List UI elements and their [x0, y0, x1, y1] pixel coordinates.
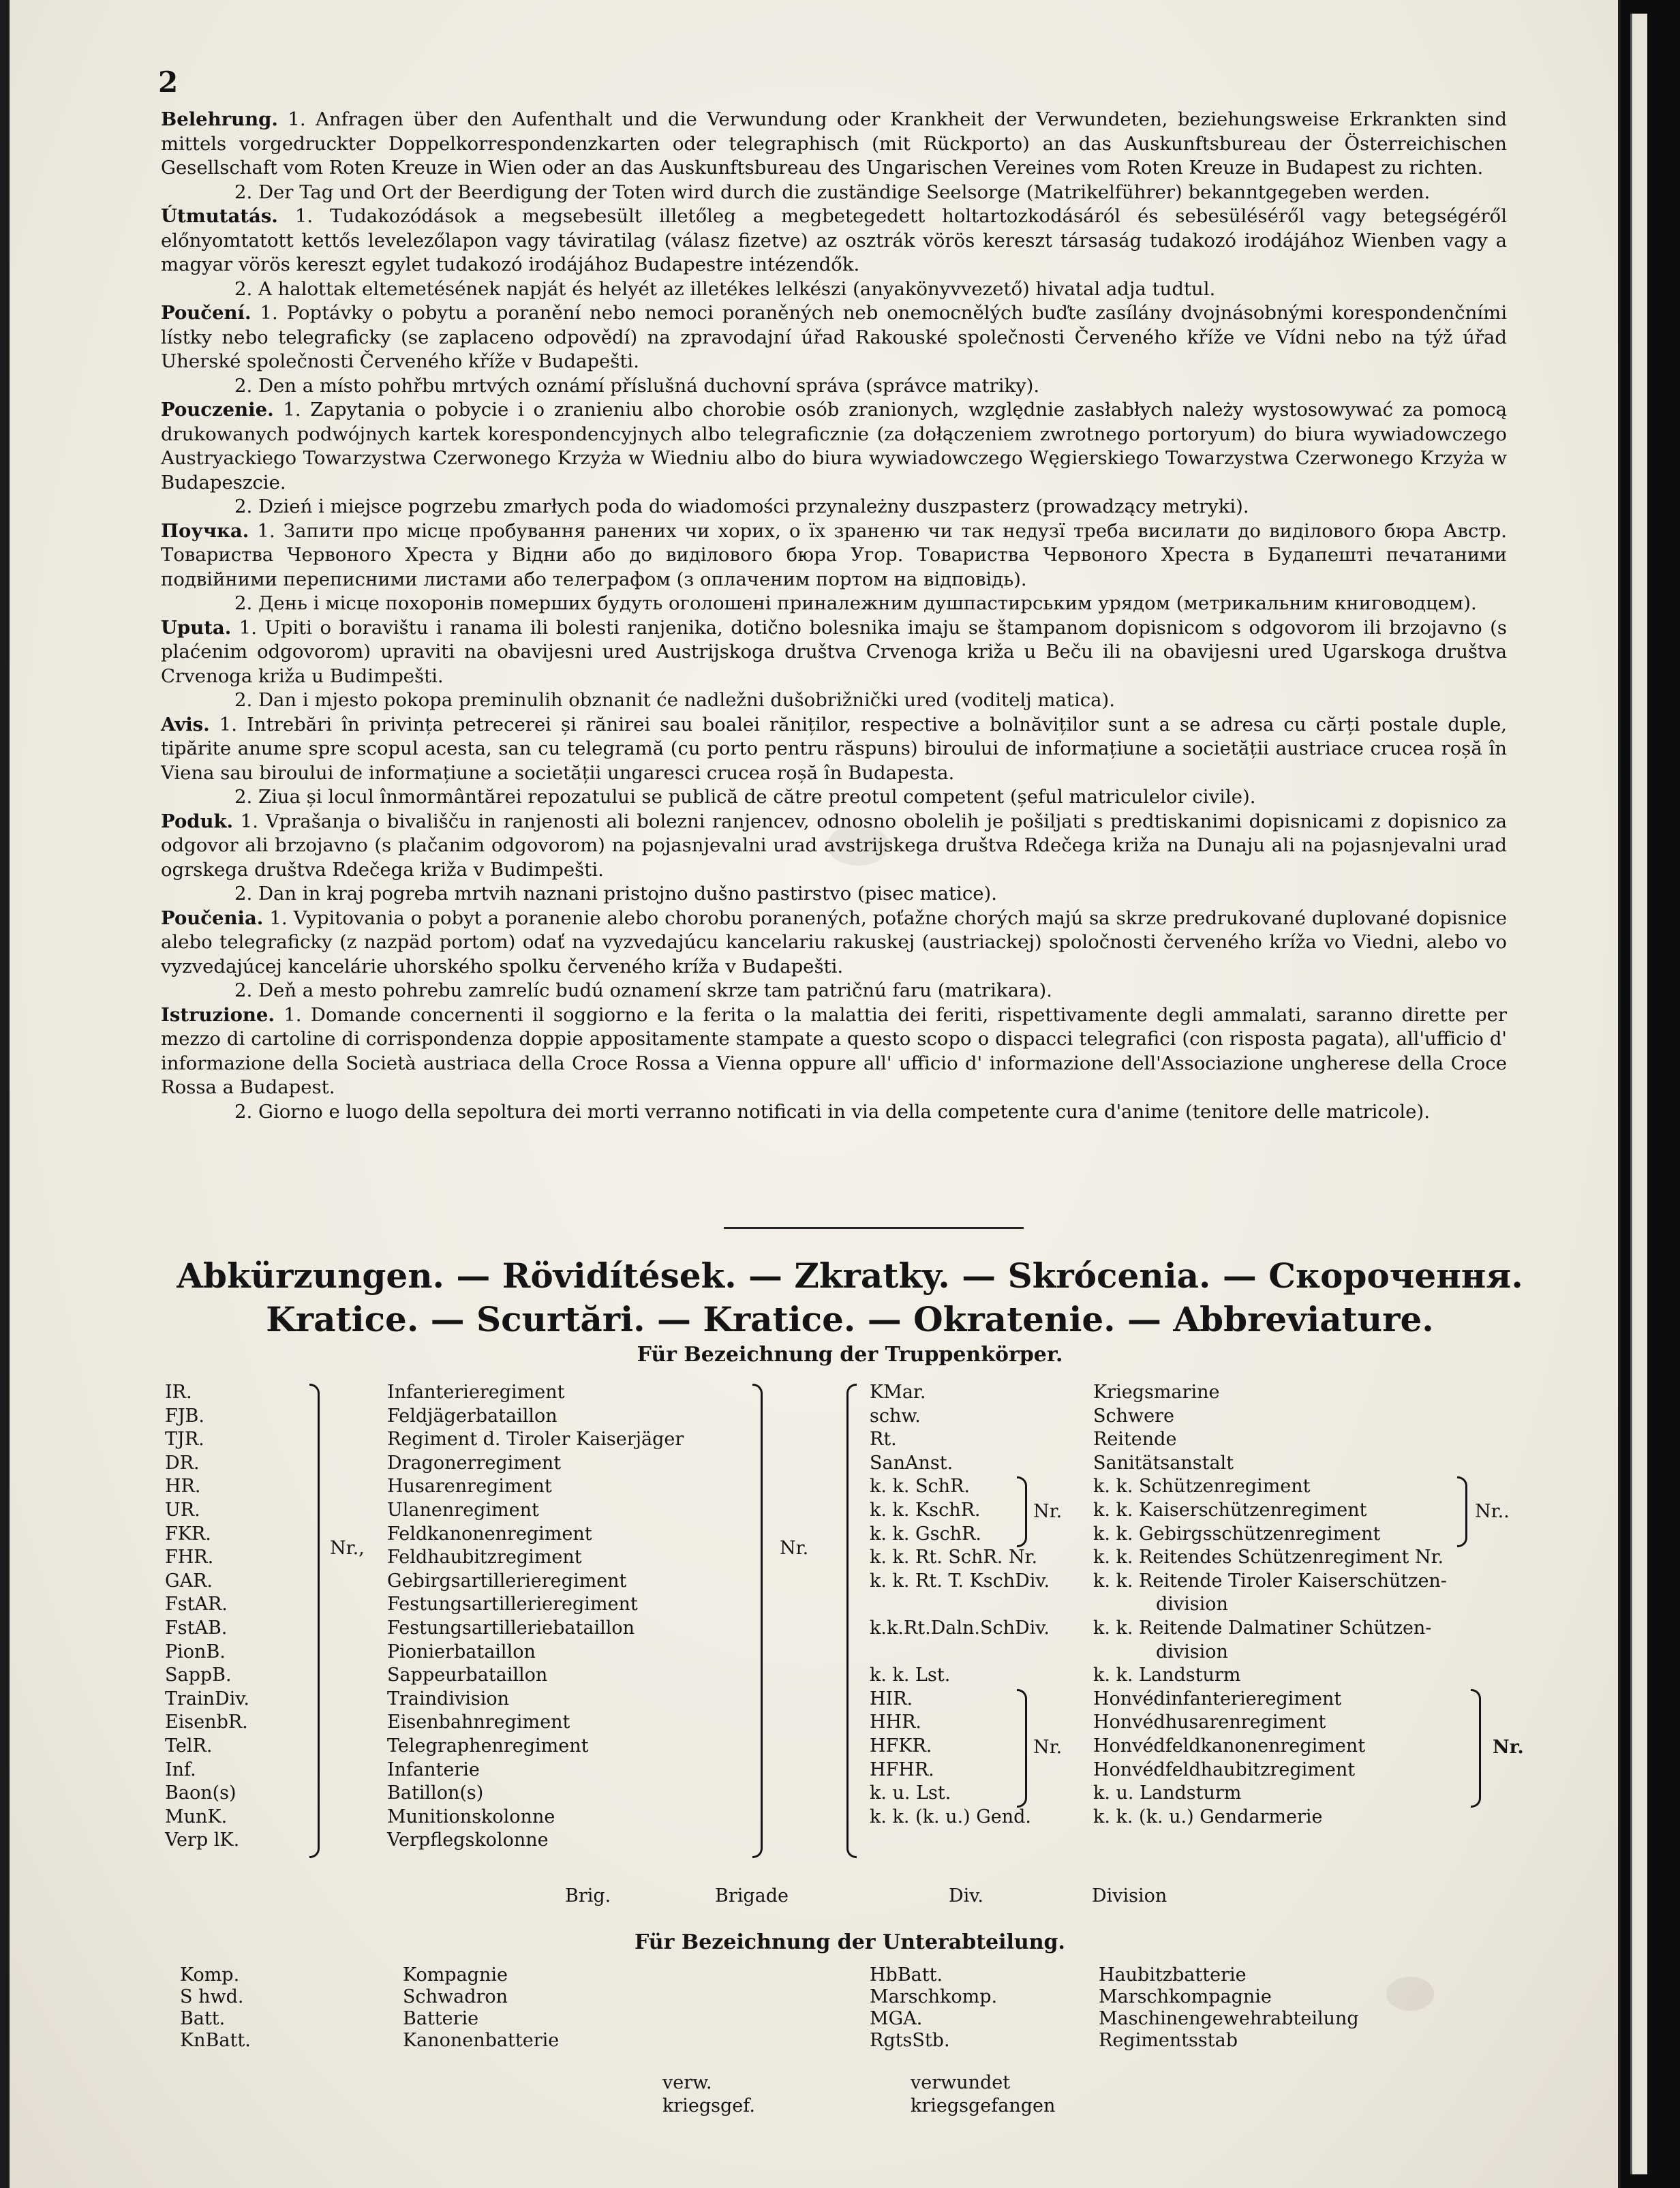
instruction-label: Pouczenie. [161, 399, 274, 421]
troop-full-name: Sanitätsanstalt [1093, 1452, 1234, 1474]
subunit-abbr: HbBatt. [870, 1964, 943, 1986]
instruction-label: Poučenia. [161, 907, 264, 929]
instruction-sl [161, 810, 1507, 907]
troop-abbr: schw. [870, 1405, 921, 1427]
instruction-label: Istruzione. [161, 1003, 275, 1026]
troop-full-name: k. k. Reitende Tiroler Kaiserschützen- [1093, 1570, 1447, 1592]
nr-label: Nr.. [1475, 1501, 1510, 1522]
troop-abbr: HFKR. [870, 1735, 932, 1757]
troop-full-name-continued: division [1156, 1641, 1228, 1662]
instruction-second: 2. Dan i mjesto pokopa preminulih obznanit će nadležni dušobrižnički ured (voditelj matica). [234, 689, 1116, 711]
instruction-ro [161, 713, 1507, 810]
nr-label: Nr. [780, 1538, 809, 1559]
brace-schuetzen-full [1457, 1476, 1467, 1547]
troop-abbr: PionB. [165, 1641, 226, 1662]
troop-full-name: Regiment d. Tiroler Kaiserjäger [387, 1429, 684, 1450]
troop-abbr: FstAB. [165, 1617, 228, 1639]
instruction-text: 1. Tudakozódások a megsebesült illetőleg a megbetegedett holtartozkodásáról és sebesüléséről vagy betegségéről előnyomtatott kettős levelezőlapon vagy táviratilag (válasz fizetve) az osztrák vörös kereszt társaság tudakozó irodájához Wienben vagy a magyar vörös kereszt egylet tudakozó irodájához Budapestre intézendők. [161, 205, 1507, 275]
instruction-second: 2. Ziua și locul înmormântărei repozatului se publică de către preotul competent (șeful matriculelor civile). [234, 786, 1256, 808]
instruction-text: 1. Vypitovania o pobyt a poranenie alebo chorobu poranených, poťažne chorých majú sa skrze predrukované duplované dopisnice alebo telegraficky (z nazpäd portom) odať na vyzvedajúcu kancelariu rakuskej (austriackej) spoločnosti červeného kríža vo Viedni, alebo vo vyzvedajúcej kancelárie uhorského spolku červeného kríža v Budapešti. [161, 907, 1507, 977]
troop-abbr: SappB. [165, 1665, 232, 1686]
troop-full-name: Honvédhusarenregiment [1093, 1712, 1326, 1733]
troop-abbr: SanAnst. [870, 1452, 953, 1474]
troop-abbr: MunK. [165, 1806, 228, 1827]
troops-left-full-column [387, 1381, 684, 1853]
troop-abbr-continued [870, 1593, 1050, 1617]
troop-abbr: TJR. [165, 1429, 204, 1450]
troop-full-name: Honvédfeldhaubitzregiment [1093, 1759, 1356, 1780]
troop-abbr: k. k. KschR. [870, 1499, 981, 1521]
instruction-label: Poučení. [161, 302, 251, 324]
troop-abbr: Baon(s) [165, 1782, 236, 1804]
troop-full-name: Feldjägerbataillon [387, 1405, 558, 1427]
instruction-text: 1. Intrebări în privința petrecerei și rănirei sau boalei răniților, respective a bolnăviților sunt a se adresa cu cărți postale duple, tipărite anume spre scopul acesta, san cu telegramă (cu porto pentru răspuns) biroului de informațiune a societății austriace crucea roșă în Viena sau biroului de informațiune a societății ungaresci crucea roșă în Budapesta. [161, 713, 1507, 784]
troop-full-name: Batillon(s) [387, 1782, 484, 1804]
troop-full-name: k. k. Landsturm [1093, 1665, 1241, 1686]
instruction-second: 2. Der Tag und Ort der Beerdigung der Toten wird durch die zuständige Seelsorge (Matrikelführer) bekanntgegeben werden. [234, 181, 1431, 203]
troop-full-name: Munitionskolonne [387, 1806, 555, 1827]
instruction-hu [161, 204, 1507, 301]
troop-full-name: Sappeurbataillon [387, 1665, 548, 1686]
instruction-text: 1. Poptávky o pobytu a poranění nebo nemoci poraněných neb onemocnělých buďte zasílány dvojnásobnými korespondenčními lístky nebo telegraficky (se zaplaceno odpovědí) na zpravodajní úřad Rakouské společnosti Červeného kříže ve Vídni nebo na týž úřad Uherské společnosti Červeného kříže v Budapešti. [161, 302, 1507, 372]
troop-full-name: Schwere [1093, 1405, 1174, 1427]
troop-abbr: FstAR. [165, 1594, 228, 1615]
instruction-second: 2. A halottak eltemetésének napját és helyét az illetékes lelkészi (anyakönyvvezető) hivatal adja tudtul. [234, 277, 1216, 300]
troop-full-name: Reitende [1093, 1429, 1177, 1450]
subunit-full-name: Batterie [403, 2008, 479, 2029]
instruction-label: Poduk. [161, 810, 234, 832]
brace-right-group-open [846, 1384, 857, 1858]
kgef-abbr: kriegsgef. [662, 2095, 755, 2116]
troop-full-name: k. k. Gebirgsschützenregiment [1093, 1523, 1381, 1545]
troop-abbr: EisenbR. [165, 1712, 248, 1733]
instruction-uk [161, 519, 1507, 616]
troop-full-name: k. k. Reitende Dalmatiner Schützen- [1093, 1617, 1432, 1639]
troop-full-name: Honvédfeldkanonenregiment [1093, 1735, 1366, 1757]
subunit-abbr: Batt. [180, 2008, 226, 2029]
instruction-text: 1. Upiti o boravištu i ranama ili bolesti ranjenika, dotično bolesnika imaju se štampanom dopisnicom s odgovorom ili brzojavno (s plaćenim odgovorom) upraviti na obavijesni ured Austrijskoga društva Crvenoga križa u Beču ili na obavijesni ured Ugarskoga društva Crvenoga križa u Budimpešti. [161, 616, 1507, 687]
instruction-label: Útmutatás. [161, 205, 278, 227]
troop-abbr: HIR. [870, 1688, 913, 1710]
document-page [10, 0, 1618, 2188]
troop-full-name: Feldkanonenregiment [387, 1523, 592, 1545]
adjacent-page-sliver [1630, 14, 1647, 2174]
instruction-text: 1. Zapytania o pobycie i o zranieniu albo chorobie osób zranionych, względnie zasłabłych należy wystosowywać za pomocą drukowanych podwójnych kartek korespondencyjnych albo telegraficznie (za dołączeniem zwrotnego portoryum) do biura wywiadowczego Austryackiego Towarzystwa Czerwonego Krzyża w Wiedniu albo do biura wywiadowczego Węgierskiego Towarzystwa Czerwonego Krzyża w Budapeszcie. [161, 399, 1507, 493]
nr-label: Nr. [1493, 1737, 1524, 1758]
troop-abbr: TrainDiv. [165, 1688, 249, 1710]
div-abbr: Div. [949, 1885, 983, 1906]
troops-right-full-column [1093, 1381, 1447, 1829]
troop-full-name: Infanterieregiment [387, 1382, 565, 1403]
troop-abbr: FKR. [165, 1523, 211, 1545]
kgef-full: kriegsgefangen [911, 2095, 1056, 2116]
troop-full-name: k. k. (k. u.) Gendarmerie [1093, 1806, 1323, 1827]
troop-full-name: k. k. Reitendes Schützenregiment Nr. [1093, 1547, 1444, 1568]
troop-full-name: k. k. Schützenregiment [1093, 1476, 1311, 1498]
troop-abbr: HR. [165, 1476, 201, 1498]
brace-honved-abbr [1017, 1689, 1027, 1808]
troop-abbr: Verp lK. [165, 1829, 240, 1851]
instruction-pl [161, 398, 1507, 519]
sub-left-full-column [403, 1964, 559, 2052]
sub-unit-heading: Für Bezeichnung der Unterabteilung. [635, 1930, 1065, 1954]
instruction-second: 2. Deň a mesto pohrebu zamrelíc budú oznamení skrze tam patričnú faru (matrikara). [234, 979, 1052, 1001]
troops-left-abbr-column [165, 1381, 249, 1853]
troop-abbr: k. k. Rt. SchR. Nr. [870, 1547, 1038, 1568]
instruction-second: 2. Dzień i miejsce pogrzebu zmarłych poda do wiadomości przynależny duszpasterz (prowadzący metryki). [234, 496, 1249, 517]
brig-abbr: Brig. [565, 1885, 611, 1906]
subunit-full-name: Kompagnie [403, 1964, 508, 1986]
instruction-text: 1. Запити про місце пробування ранених чи хорих, о їх зраненю чи так недузї треба висилати до виділового бюра Австр. Товариства Червоного Хреста у Відни або до виділового бюра Угор. Товариства Червоного Хреста в Будапешті печатаними подвійними переписними листами або телеграфом (з оплаченим портом на відповідь). [161, 519, 1507, 590]
subunit-abbr: Komp. [180, 1964, 240, 1986]
div-full: Division [1092, 1885, 1167, 1906]
troop-full-name: Traindivision [387, 1688, 509, 1710]
troop-abbr: Inf. [165, 1759, 196, 1780]
instructions-block [161, 108, 1507, 1124]
instruction-de [161, 108, 1507, 204]
brace-honved-full [1471, 1689, 1481, 1808]
brace-left-group [309, 1384, 320, 1858]
brace-schuetzen-abbr [1017, 1476, 1027, 1547]
subunit-abbr: Marschkomp. [870, 1986, 998, 2007]
instruction-text: 1. Domande concernenti il soggiorno e la ferita o la malattia dei feriti, rispettivamente degli ammalati, saranno dirette per mezzo di cartoline di corrispondenza doppie appositamente stampate a questo scopo o dispacci telegrafici (con risposta pagata), all'ufficio d' informazione della Società austriaca della Croce Rossa a Vienna oppure all' ufficio d' informazione dell'Associazione ungherese della Croce Rossa a Budapest. [161, 1003, 1507, 1098]
troop-full-name: k. k. Kaiserschützenregiment [1093, 1499, 1367, 1521]
instruction-second: 2. Den a místo pohřbu mrtvých oznámí příslušná duchovní správa (správce matriky). [234, 374, 1040, 397]
instruction-cs [161, 301, 1507, 398]
instruction-label: Avis. [161, 713, 210, 735]
subunit-full-name: Maschinengewehrabteilung [1099, 2008, 1359, 2029]
troop-abbr-continued [870, 1641, 1050, 1665]
verw-abbr: verw. [662, 2072, 712, 2093]
nr-label: Nr. [1033, 1501, 1063, 1522]
brig-full: Brigade [715, 1885, 789, 1906]
paper-stain [1386, 1977, 1434, 2011]
instruction-second: 2. Giorno e luogo della sepoltura dei morti verranno notificati in via della competente cura d'anime (tenitore delle matricole). [234, 1100, 1430, 1123]
instruction-label: Uputa. [161, 616, 232, 639]
troop-full-name: Gebirgsartillerieregiment [387, 1570, 627, 1592]
subunit-full-name: Regimentsstab [1099, 2030, 1238, 2051]
troop-abbr: FHR. [165, 1547, 214, 1568]
troop-abbr: k. u. Lst. [870, 1782, 951, 1804]
troop-abbr: UR. [165, 1499, 200, 1521]
instruction-second: 2. Dan in kraj pogreba mrtvih naznani pristojno dušno pastirstvo (pisec matice). [234, 883, 997, 905]
subunit-full-name: Kanonenbatterie [403, 2030, 560, 2051]
troop-abbr: HFHR. [870, 1759, 934, 1780]
troop-full-name: Honvédinfanterieregiment [1093, 1688, 1342, 1710]
troop-abbr: TelR. [165, 1735, 213, 1757]
troop-full-name: Dragonerregiment [387, 1452, 562, 1474]
troop-abbr: HHR. [870, 1712, 922, 1733]
troop-abbr: FJB. [165, 1405, 204, 1427]
troop-abbr: GAR. [165, 1570, 213, 1592]
subunit-abbr: RgtsStb. [870, 2030, 950, 2051]
abbreviations-title-line2: Kratice. — Scurtări. — Kratice. — Okratenie. — Abbreviature. [266, 1299, 1434, 1339]
troop-abbr: KMar. [870, 1382, 926, 1403]
subunit-full-name: Marschkompagnie [1099, 1986, 1272, 2007]
troop-abbr: k. k. GschR. [870, 1523, 981, 1545]
nr-label: Nr., [330, 1538, 365, 1559]
instruction-hr [161, 616, 1507, 713]
troop-full-name: Feldhaubitzregiment [387, 1547, 582, 1568]
abbreviations-title [165, 1254, 1535, 1341]
troop-abbr: k. k. Lst. [870, 1665, 951, 1686]
instruction-text: 1. Anfragen über den Aufenthalt und die Verwundung oder Krankheit der Verwundeten, beziehungsweise Erkrankten sind mittels vorgedruckter Doppelkorrespondenzkarten oder telegraphisch (mit Rückporto) an das Auskunftsbureau der Österreichischen Gesellschaft vom Roten Kreuze in Wien oder an das Auskunftsbureau des Ungarischen Vereines vom Roten Kreuze in Budapest zu richten. [161, 108, 1507, 179]
troop-full-name: Husarenregiment [387, 1476, 552, 1498]
abbreviations-title-line1: Abkürzungen. — Rövidítések. — Zkratky. — Skrócenia. — Скорочення. [177, 1256, 1523, 1296]
troop-abbr: IR. [165, 1382, 192, 1403]
troop-abbr: Rt. [870, 1429, 897, 1450]
instruction-text: 1. Vprašanja o bivališču in ranjenosti ali bolezni ranjencev, odnosno obolelih je pošiljati s predtiskanimi dopisnicami z dopisnico za odgovor ali brzojavno (s plačanim odgovorom) na pojasnjevalni urad avstrijskega društva Rdečega križa na Dunaju ali na pojasnjevalni urad ogrskega društva Rdečega križa v Budimpešti. [161, 810, 1507, 881]
troop-full-name: Pionierbataillon [387, 1641, 536, 1662]
sub-right-full-column [1099, 1964, 1359, 2052]
instruction-second: 2. День і місце похоронів померших будуть оголошені приналежним душпастирським урядом (метрикальним книговодцем). [234, 592, 1477, 614]
subunit-full-name: Schwadron [403, 1986, 508, 2007]
troop-full-name: Festungsartilleriebataillon [387, 1617, 635, 1639]
sub-right-abbr-column [870, 1964, 997, 2052]
troop-full-name: Verpflegskolonne [387, 1829, 549, 1851]
subunit-abbr: S hwd. [180, 1986, 244, 2007]
troop-full-name: Infanterie [387, 1759, 480, 1780]
instruction-sk [161, 907, 1507, 1003]
sub-left-abbr-column [180, 1964, 251, 2052]
troop-heading: Für Bezeichnung der Truppenkörper. [637, 1343, 1063, 1367]
troop-abbr: k. k. Rt. T. KschDiv. [870, 1570, 1050, 1592]
troop-abbr: DR. [165, 1452, 200, 1474]
brace-left-group-right [752, 1384, 763, 1858]
troop-full-name: Eisenbahnregiment [387, 1712, 570, 1733]
troop-abbr: k. k. (k. u.) Gend. [870, 1806, 1032, 1827]
instruction-it [161, 1003, 1507, 1125]
subunit-full-name: Haubitzbatterie [1099, 1964, 1247, 1986]
page-number: 2 [158, 65, 179, 99]
troop-abbr: k.k.Rt.Daln.SchDiv. [870, 1617, 1050, 1639]
troop-full-name: Ulanenregiment [387, 1499, 539, 1521]
troop-full-name-continued: division [1156, 1594, 1228, 1615]
section-divider [724, 1227, 1024, 1229]
troop-full-name: Festungsartillerieregiment [387, 1594, 638, 1615]
instruction-label: Поучка. [161, 519, 249, 542]
nr-label: Nr. [1033, 1737, 1063, 1758]
instruction-label: Belehrung. [161, 108, 278, 130]
subunit-abbr: MGA. [870, 2008, 923, 2029]
troop-full-name: Telegraphenregiment [387, 1735, 589, 1757]
verw-full: verwundet [911, 2072, 1011, 2093]
troop-abbr: k. k. SchR. [870, 1476, 970, 1498]
subunit-abbr: KnBatt. [180, 2030, 251, 2051]
troop-full-name: Kriegsmarine [1093, 1382, 1220, 1403]
troop-full-name: k. u. Landsturm [1093, 1782, 1242, 1804]
